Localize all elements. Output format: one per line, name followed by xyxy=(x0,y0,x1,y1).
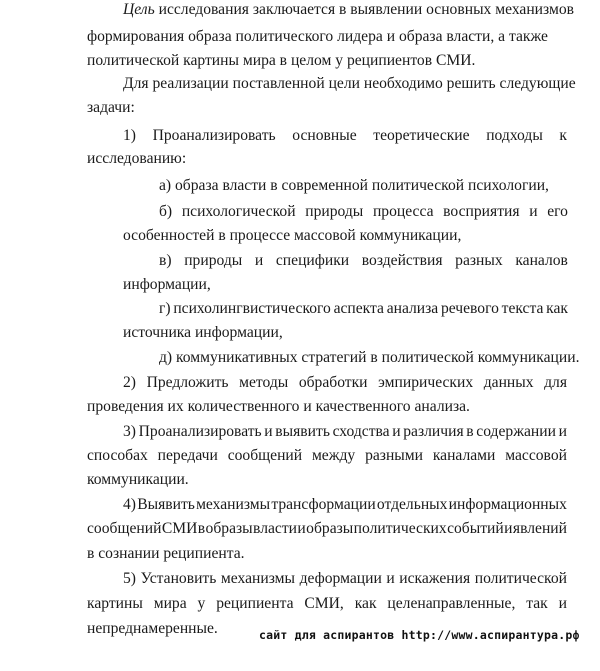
word: целенаправленные, xyxy=(387,595,516,612)
word: и xyxy=(529,203,538,220)
word: образы xyxy=(205,520,253,537)
word: эмпирических xyxy=(378,374,474,391)
word: механизмы xyxy=(220,570,295,587)
justified-line xyxy=(159,299,568,319)
site-footer-watermark: сайт для аспирантов http://www.аспирантура.рф xyxy=(259,628,580,642)
word: аспекта xyxy=(333,300,384,317)
text-line: проведения их количественного и качественного анализа. xyxy=(87,398,470,415)
word: как xyxy=(354,595,377,612)
word: сообщений xyxy=(227,447,303,464)
word: в) xyxy=(159,252,172,269)
word: информационных xyxy=(448,496,567,513)
word: воздействия xyxy=(361,252,443,269)
word: как xyxy=(546,300,568,317)
text-line: в сознании реципиента. xyxy=(87,545,245,562)
word: методы xyxy=(239,374,289,391)
word: СМИ, xyxy=(304,595,344,612)
word: СМИ xyxy=(161,520,198,537)
word: 2) xyxy=(123,374,136,391)
word: и xyxy=(504,520,513,537)
word: так xyxy=(526,595,548,612)
word: специфики xyxy=(275,252,350,269)
word: психологической xyxy=(181,203,296,220)
word: и xyxy=(558,595,567,612)
word: деформации xyxy=(299,570,382,587)
word: и xyxy=(264,423,273,440)
text-line: политической картины мира в целом у реципиентов СМИ. xyxy=(87,52,476,69)
word: г) xyxy=(159,300,171,317)
word: природы xyxy=(305,203,364,220)
word: текста xyxy=(501,300,544,317)
word: власти xyxy=(253,520,297,537)
word: 5) xyxy=(123,570,136,587)
word: выявить xyxy=(275,423,330,440)
word: способах xyxy=(87,447,148,464)
word: разными xyxy=(365,447,423,464)
word: трансформации xyxy=(271,496,376,513)
text-line: коммуникации. xyxy=(87,471,189,488)
word: политических xyxy=(353,520,447,537)
word: процесса xyxy=(372,203,434,220)
word: политической xyxy=(474,570,567,587)
text-line: источника информации, xyxy=(123,324,283,341)
word: его xyxy=(547,203,568,220)
word: каналов xyxy=(515,252,568,269)
text-fragment: исследования заключается в выявлении основных механизмов xyxy=(158,1,574,18)
justified-line xyxy=(87,446,567,466)
word: в xyxy=(197,520,206,537)
word: и xyxy=(386,570,395,587)
word: образы xyxy=(306,520,354,537)
word: массовой xyxy=(505,447,567,464)
word: разных xyxy=(455,252,503,269)
word: анализа xyxy=(386,300,439,317)
word: подходы xyxy=(486,127,543,144)
word: Проанализировать xyxy=(138,423,262,440)
justified-line xyxy=(123,495,567,515)
justified-line xyxy=(123,126,567,146)
word: у xyxy=(197,595,206,612)
word: и xyxy=(392,423,401,440)
justified-line xyxy=(87,594,567,614)
word: различия xyxy=(403,423,464,440)
text-line: формирования образа политического лидера и образа власти, а также xyxy=(87,28,548,45)
text-line: исследованию: xyxy=(87,150,187,167)
word: событий xyxy=(447,520,504,537)
justified-line xyxy=(159,202,568,222)
word: природы xyxy=(184,252,243,269)
word: теоретические xyxy=(373,127,470,144)
justified-line xyxy=(123,422,567,442)
goal-word: Цель xyxy=(123,1,155,18)
word: мира xyxy=(153,595,187,612)
word: и xyxy=(297,520,306,537)
text-line xyxy=(123,0,574,20)
word: сходства xyxy=(332,423,390,440)
word: сообщений xyxy=(87,520,162,537)
word: в xyxy=(466,423,474,440)
word: механизмы xyxy=(196,496,271,513)
word: реципиента xyxy=(216,595,294,612)
word: 4) xyxy=(123,496,136,513)
text-line: д) коммуникативных стратегий в политической коммуникации. xyxy=(159,349,580,366)
justified-line xyxy=(123,569,567,589)
text-line: а) образа власти в современной политической психологии, xyxy=(159,177,549,194)
justified-line xyxy=(87,519,567,539)
word: Проанализировать xyxy=(152,127,276,144)
word: для xyxy=(544,374,567,391)
word: отдельных xyxy=(376,496,448,513)
word: между xyxy=(311,447,356,464)
word: восприятия xyxy=(443,203,520,220)
word: к xyxy=(559,127,567,144)
word: основные xyxy=(292,127,357,144)
word: Установить xyxy=(140,570,217,587)
word: и xyxy=(254,252,264,269)
word: и xyxy=(558,423,567,440)
word: каналами xyxy=(432,447,496,464)
word: обработки xyxy=(298,374,368,391)
text-line: особенностей в процессе массовой коммуникации, xyxy=(123,227,462,244)
justified-line xyxy=(123,373,567,393)
word: передачи xyxy=(157,447,218,464)
text-line: задачи: xyxy=(87,99,135,116)
word: речевого xyxy=(440,300,499,317)
text-line: непреднамеренные. xyxy=(87,620,218,637)
word: 1) xyxy=(123,127,136,144)
word: картины xyxy=(87,595,143,612)
word: Предложить xyxy=(146,374,229,391)
word: психолингвистического xyxy=(173,300,331,317)
text-line: Для реализации поставленной цели необходимо решить следующие xyxy=(123,75,576,92)
word: искажения xyxy=(399,570,471,587)
word: данных xyxy=(483,374,534,391)
word: б) xyxy=(159,203,173,220)
word: 3) xyxy=(123,423,136,440)
text-line: информации, xyxy=(123,276,211,293)
word: явлений xyxy=(512,520,567,537)
word: содержании xyxy=(476,423,556,440)
word: Выявить xyxy=(137,496,195,513)
justified-line xyxy=(159,251,568,271)
